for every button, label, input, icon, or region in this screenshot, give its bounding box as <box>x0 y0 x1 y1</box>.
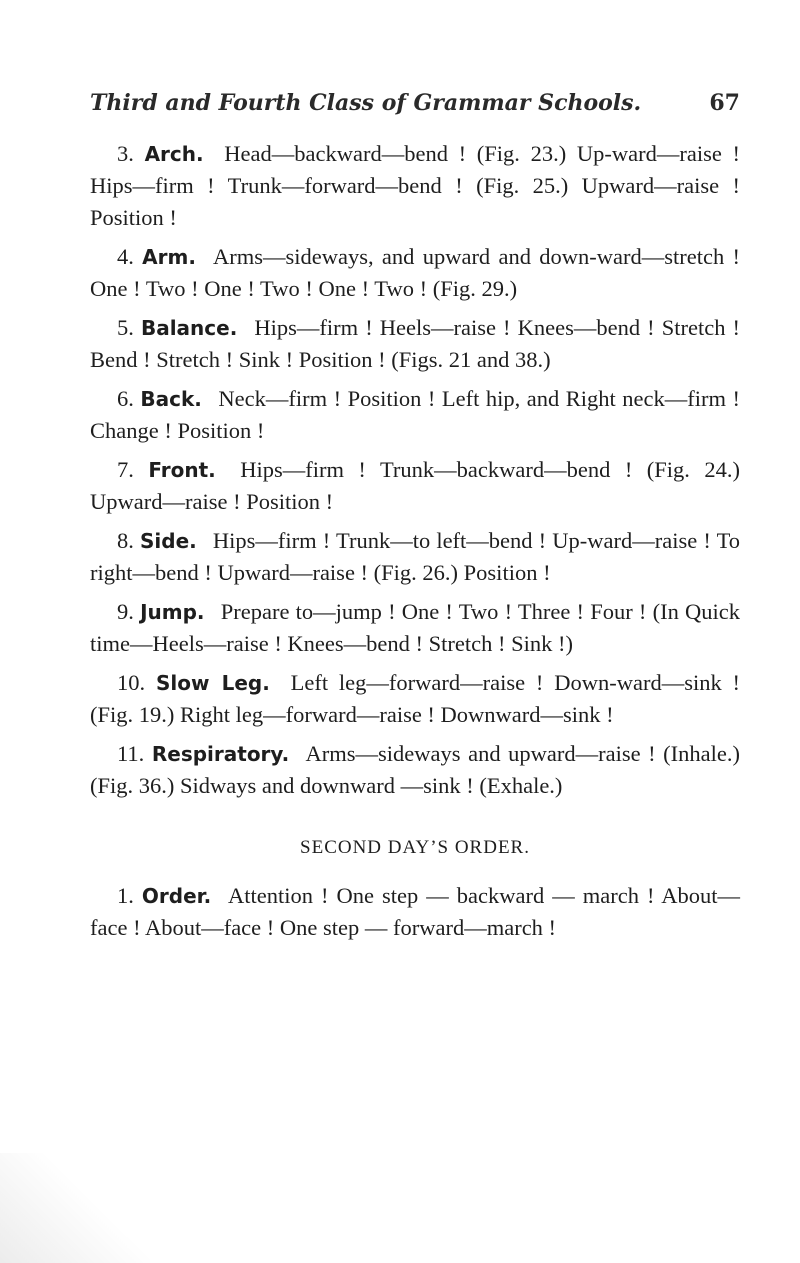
exercise-text: Arms—sideways and upward—raise ! (Inhale.) (Fig. 36.) Sidways and downward —sink ! (Exhale.) <box>90 741 740 798</box>
exercise-paragraph <box>90 525 740 589</box>
page-number: 67 <box>709 90 740 116</box>
exercise-text: Neck—firm ! Position ! Left hip, and Right neck—firm ! Change ! Position ! <box>90 386 741 443</box>
exercise-text: Arms—sideways, and upward and down-ward—stretch ! One ! Two ! One ! Two ! One ! Two ! (Fig. 29.) <box>90 244 740 301</box>
paragraph-number: 8. <box>117 528 134 553</box>
body-text <box>90 138 740 951</box>
paragraph-number: 6. <box>117 386 134 411</box>
header-title: Third and Fourth Class of Grammar Schools. <box>90 90 642 116</box>
exercise-heading: Side. <box>140 529 197 553</box>
exercise-text: Head—backward—bend ! (Fig. 23.) Up-ward—raise ! Hips—firm ! Trunk—forward—bend ! (Fig. 25.) Upward—raise ! Position ! <box>90 141 741 230</box>
exercise-heading: Arch. <box>144 142 204 166</box>
exercise-heading: Arm. <box>142 245 196 269</box>
paragraph-number: 5. <box>117 315 134 340</box>
exercise-heading: Balance. <box>140 316 238 340</box>
exercise-heading: Front. <box>148 458 216 482</box>
exercise-heading: Jump. <box>140 600 205 624</box>
exercise-text: Hips—firm ! Heels—raise ! Knees—bend ! Stretch ! Bend ! Stretch ! Sink ! Position ! (Figs. 21 and 38.) <box>90 315 741 372</box>
exercise-text: Prepare to—jump ! One ! Two ! Three ! Four ! (In Quick time—Heels—raise ! Knees—bend ! Stretch ! Sink !) <box>90 599 741 656</box>
exercise-paragraph <box>90 241 740 305</box>
exercise-paragraph <box>90 596 740 660</box>
exercise-heading: Respiratory. <box>151 742 290 766</box>
exercise-paragraph <box>90 880 740 944</box>
exercise-paragraph <box>90 312 740 376</box>
exercise-paragraph <box>90 383 740 447</box>
exercise-paragraph <box>90 454 740 518</box>
page-corner-shadow <box>0 1153 150 1263</box>
paragraph-number: 4. <box>117 244 134 269</box>
exercise-text: Hips—firm ! Trunk—backward—bend ! (Fig. 24.) Upward—raise ! Position ! <box>90 457 740 514</box>
exercise-paragraph <box>90 738 740 802</box>
exercise-text: Left leg—forward—raise ! Down-ward—sink ! (Fig. 19.) Right leg—forward—raise ! Downward—sink ! <box>90 670 741 727</box>
exercise-text: Hips—firm ! Trunk—to left—bend ! Up-ward—raise ! To right—bend ! Upward—raise ! (Fig. 26.) Position ! <box>90 528 741 585</box>
paragraph-number: 3. <box>117 141 134 166</box>
paragraph-number: 11. <box>117 741 145 766</box>
paragraph-number: 10. <box>117 670 146 695</box>
exercise-heading: Slow Leg. <box>155 671 270 695</box>
exercise-text: Attention ! One step — backward — march ! About—face ! About—face ! One step — forward—march ! <box>90 883 741 940</box>
paragraph-number: 7. <box>117 457 134 482</box>
exercise-heading: Back. <box>140 387 202 411</box>
exercise-heading: Order. <box>141 884 212 908</box>
exercise-paragraph <box>90 667 740 731</box>
section-title: SECOND DAY’S ORDER. <box>300 837 530 858</box>
paragraph-number: 9. <box>117 599 134 624</box>
paragraph-number: 1. <box>117 883 134 908</box>
running-header <box>90 90 740 130</box>
exercise-paragraph <box>90 138 740 234</box>
